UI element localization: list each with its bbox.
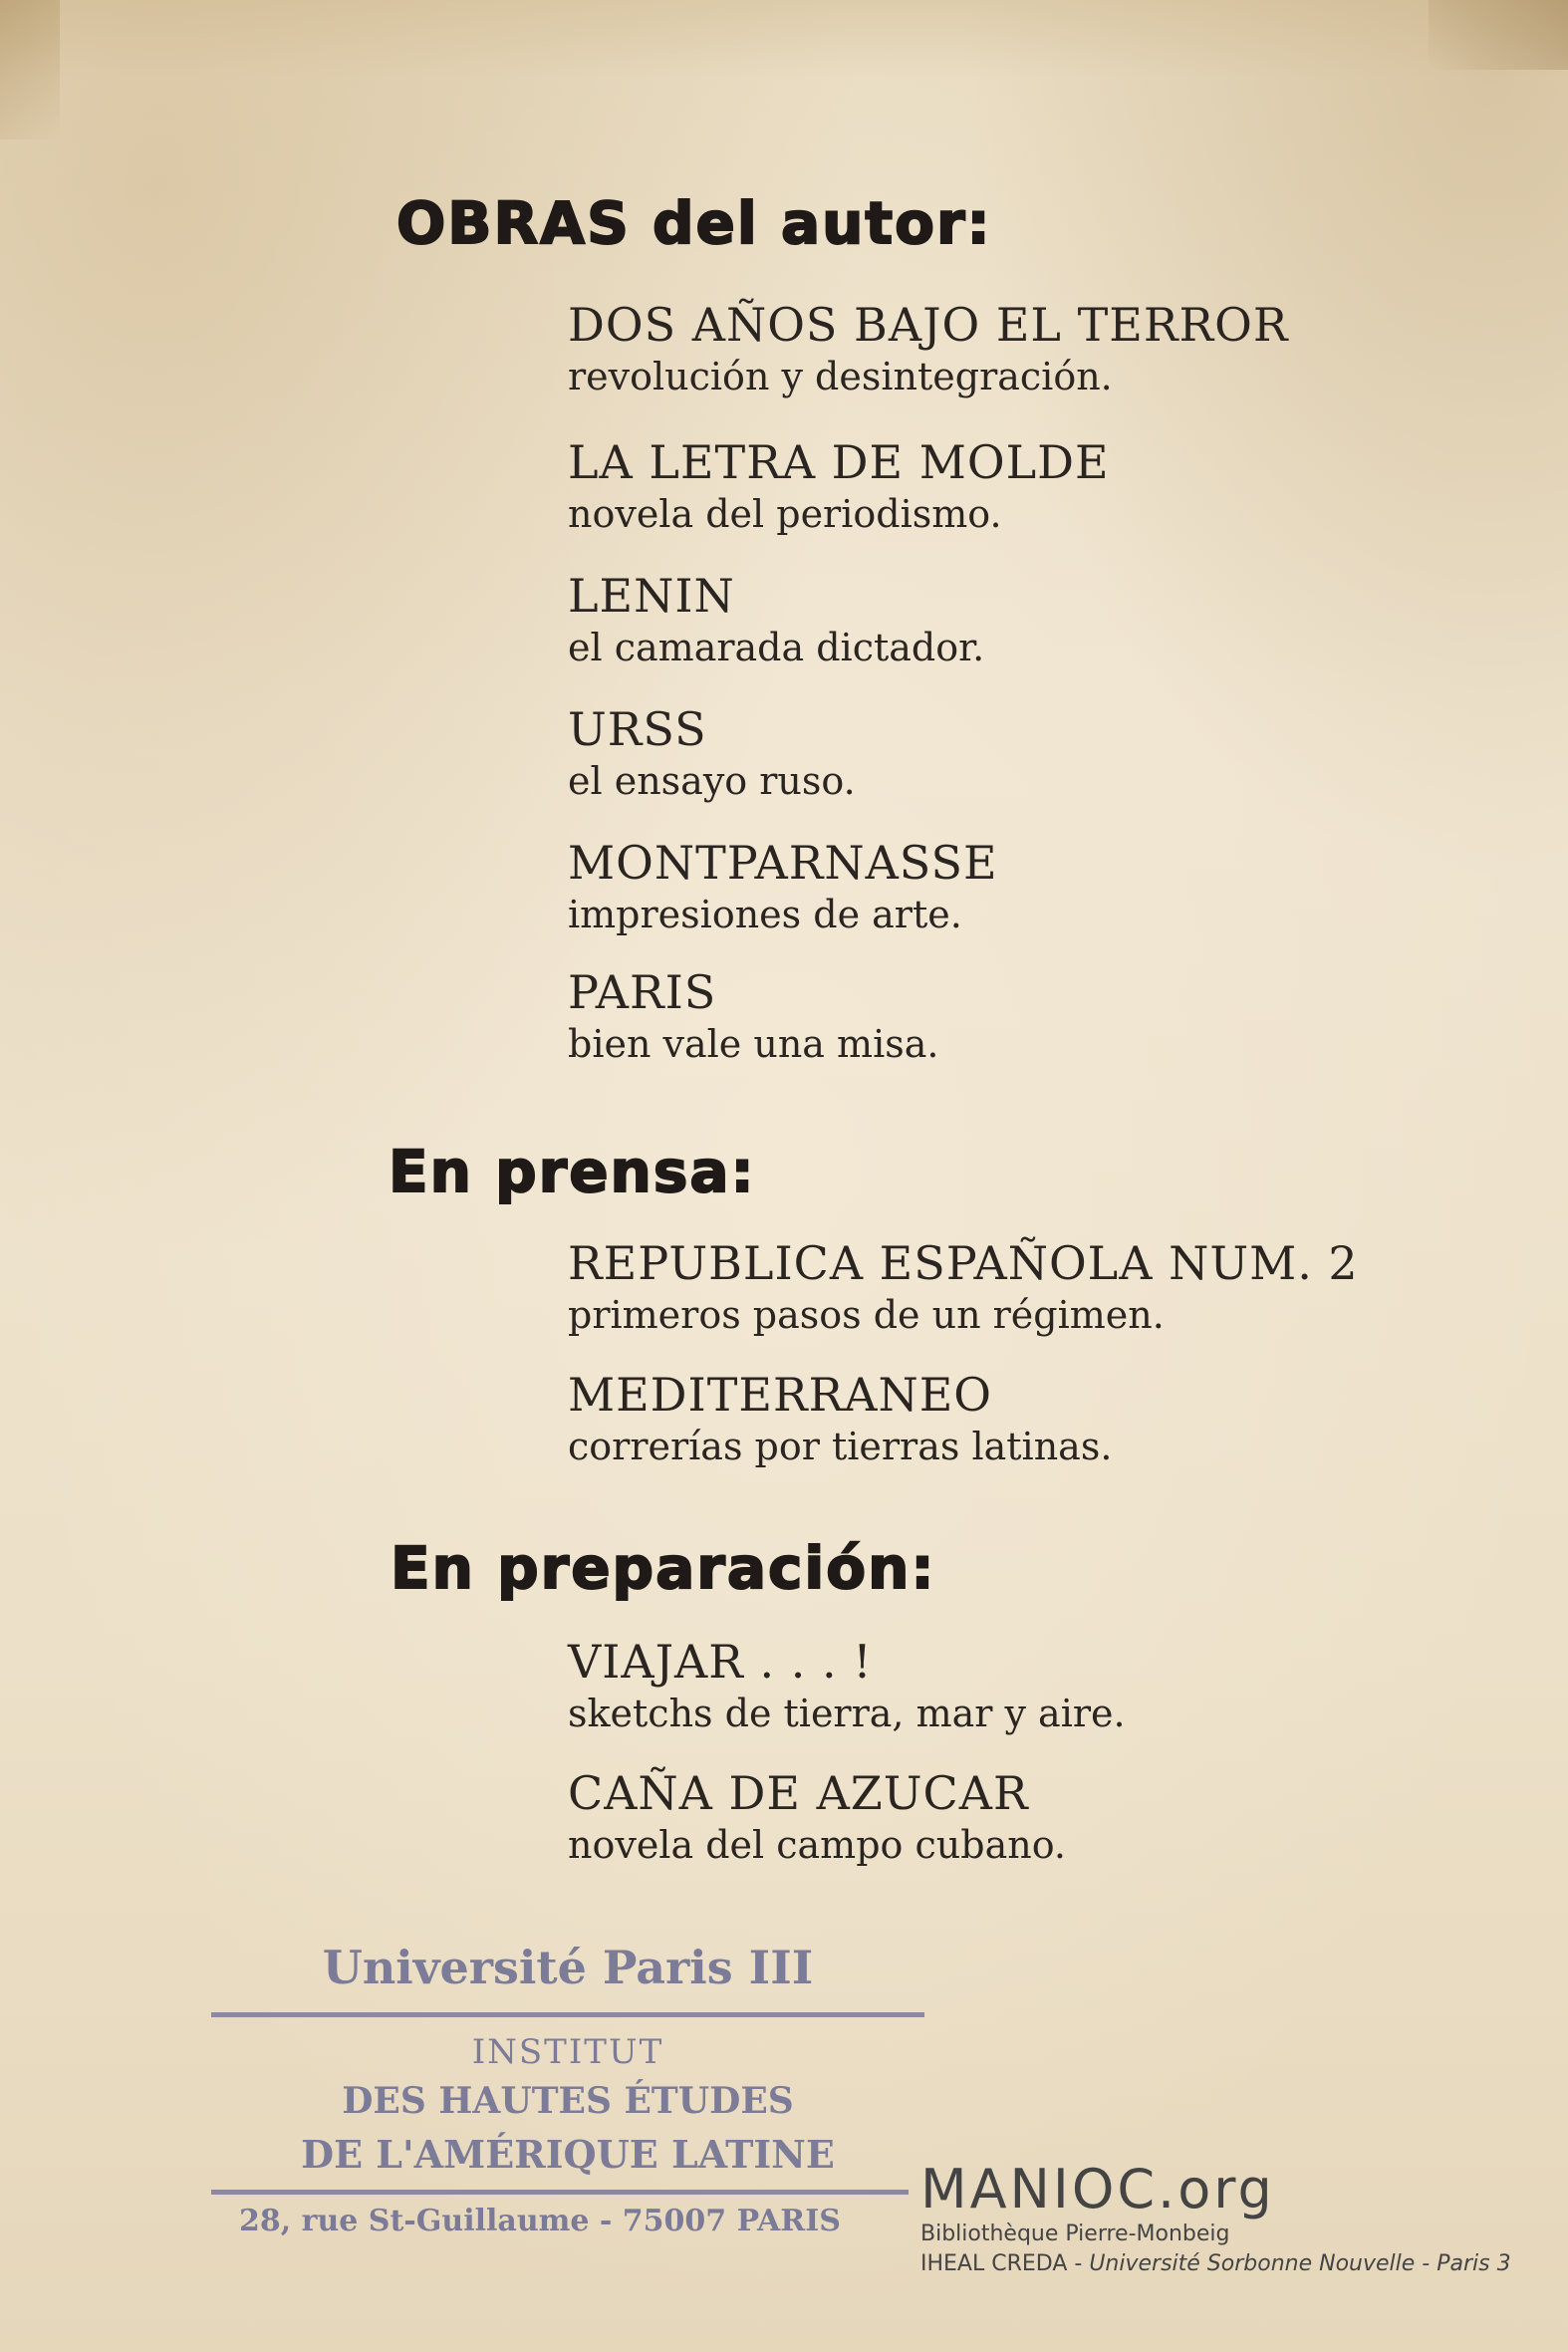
entry-subtitle: el ensayo ruso. [568, 759, 856, 803]
entry-subtitle: primeros pasos de un régimen. [568, 1293, 1165, 1337]
entry-title: VIAJAR . . . ! [568, 1635, 873, 1689]
entry-title: PARIS [568, 965, 717, 1019]
entry-obra-1 [568, 297, 1288, 400]
entry-obra-6 [568, 964, 938, 1068]
entry-subtitle: novela del periodismo. [568, 492, 1002, 536]
stamp-institut: INSTITUT [471, 2032, 664, 2072]
stamp-university: Université Paris III [322, 1941, 814, 1994]
stamp-rule-top [211, 2012, 924, 2017]
entry-subtitle: correrías por tierras latinas. [568, 1425, 1113, 1468]
manioc-institution-prefix: IHEAL CREDA - [920, 2251, 1090, 2276]
heading-preparacion: En preparación: [391, 1534, 936, 1602]
manioc-institution [920, 2249, 1548, 2279]
manioc-credit [920, 2160, 1548, 2279]
stamp-amerique-latine: DE L'AMÉRIQUE LATINE [301, 2132, 835, 2177]
entry-title: CAÑA DE AZUCAR [568, 1766, 1029, 1820]
entry-subtitle: bien vale una misa. [568, 1022, 939, 1066]
paper-top-stain [0, 0, 1568, 80]
entry-subtitle: el camarada dictador. [568, 626, 985, 669]
entry-obra-2 [568, 434, 1110, 538]
entry-subtitle: novela del campo cubano. [568, 1823, 1066, 1867]
manioc-logo: MANIOC.org [920, 2158, 1275, 2221]
entry-title: DOS AÑOS BAJO EL TERROR [568, 298, 1289, 352]
entry-obra-5 [568, 835, 998, 938]
entry-prensa-2 [568, 1367, 1112, 1470]
entry-title: MONTPARNASSE [568, 836, 998, 890]
library-stamp [199, 1923, 936, 2251]
entry-preparacion-1 [568, 1634, 1126, 1737]
entry-title: LENIN [568, 569, 735, 623]
manioc-library: Bibliothèque Pierre-Monbeig [920, 2221, 1230, 2246]
entry-preparacion-2 [568, 1765, 1066, 1869]
manioc-institution-university: Université Sorbonne Nouvelle - Paris 3 [1089, 2251, 1511, 2276]
entry-subtitle: revolución y desintegración. [568, 355, 1113, 398]
entry-prensa-1 [568, 1235, 1359, 1339]
entry-subtitle: impresiones de arte. [568, 893, 962, 936]
stamp-rule-bottom [211, 2190, 909, 2195]
entry-title: LA LETRA DE MOLDE [568, 435, 1110, 489]
stamp-hautes-etudes: DES HAUTES ÉTUDES [342, 2080, 794, 2122]
entry-obra-3 [568, 568, 984, 671]
paper-corner-stain-left [0, 0, 60, 139]
entry-title: URSS [568, 702, 707, 756]
paper-corner-tear-right [1429, 0, 1568, 70]
heading-prensa: En prensa: [389, 1138, 756, 1205]
entry-title: REPUBLICA ESPAÑOLA NUM. 2 [568, 1236, 1359, 1290]
heading-obras: OBRAS del autor: [396, 189, 992, 257]
entry-subtitle: sketchs de tierra, mar y aire. [568, 1692, 1126, 1735]
entry-obra-4 [568, 701, 856, 805]
stamp-address: 28, rue St-Guillaume - 75007 PARIS [239, 2204, 841, 2238]
entry-title: MEDITERRANEO [568, 1368, 993, 1422]
